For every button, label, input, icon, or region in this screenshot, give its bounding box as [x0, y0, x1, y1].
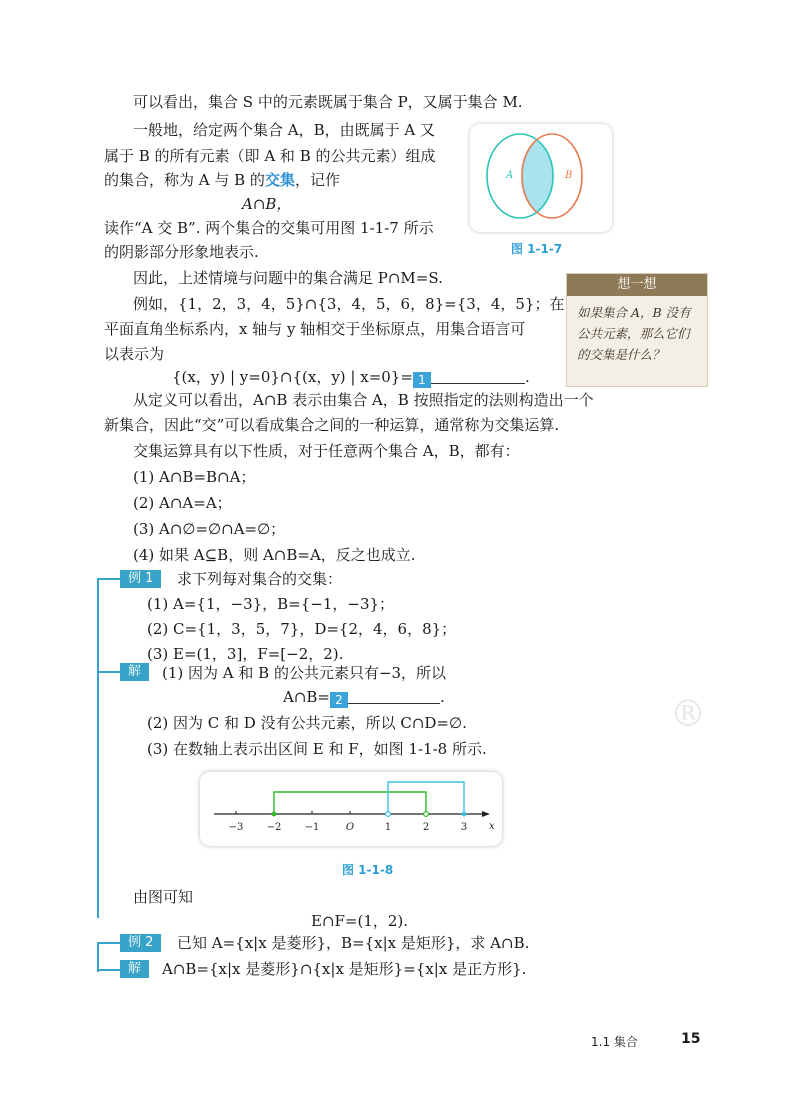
figure-caption: 图 1-1-7 — [511, 242, 563, 256]
blank-number: 2 — [330, 692, 348, 708]
number-line-svg — [200, 772, 502, 846]
venn-diagram — [470, 124, 612, 232]
example-rail — [97, 942, 99, 972]
axis-tick-label: O — [345, 822, 355, 833]
text-line: 属于 B 的所有元素（即 A 和 B 的公共元素）组成 — [104, 147, 436, 165]
interval-f-bracket — [274, 792, 426, 814]
interval-e-closed-endpoint — [462, 812, 467, 817]
text-line: (1) A={1，−3}，B={−1，−3}； — [147, 595, 395, 613]
formula-line — [283, 687, 445, 707]
text-line: (3) 在数轴上表示出区间 E 和 F，如图 1-1-8 所示. — [147, 740, 487, 758]
period: . — [440, 688, 445, 706]
axis-tick-label: −3 — [228, 822, 244, 833]
figure-caption: 图 1-1-8 — [342, 863, 394, 877]
formula-text: {(x，y) | y=0}∩{(x，y) | x=0}= — [172, 368, 413, 386]
text-line: 读作“A 交 B”. 两个集合的交集可用图 1-1-7 所示 — [104, 219, 434, 237]
formula-line — [172, 367, 530, 387]
term-intersection: 交集 — [264, 171, 295, 189]
axis-tick-label: 2 — [422, 822, 430, 833]
number-line-figure — [200, 772, 502, 846]
rail-tick — [97, 942, 121, 944]
text-line: 从定义可以看出，A∩B 表示由集合 A，B 按照指定的法则构造出一个 — [133, 391, 594, 409]
text-line: (2) 因为 C 和 D 没有公共元素，所以 C∩D=∅. — [147, 714, 467, 732]
axis-arrow — [482, 811, 490, 817]
formula-text: A∩B= — [283, 688, 330, 706]
interval-f-open-endpoint — [424, 812, 429, 817]
text-line: 求下列每对集合的交集： — [177, 570, 343, 588]
think-body: 如果集合 A，B 没有公共元素，那么它们的交集是什么？ — [577, 305, 691, 362]
property-item: (1) A∩B=B∩A； — [133, 468, 256, 486]
text-line — [104, 170, 340, 190]
text-line: 以表示为 — [104, 345, 165, 363]
page-number: 15 — [681, 1031, 701, 1047]
formula-line: E∩F=(1，2). — [311, 912, 409, 930]
text-line: 一般地，给定两个集合 A，B，由既属于 A 又 — [133, 121, 435, 139]
answer-blank-1[interactable] — [413, 367, 525, 387]
text-line: 由图可知 — [133, 888, 194, 906]
text-line: (1) 因为 A 和 B 的公共元素只有−3，所以 — [162, 664, 447, 682]
axis-tick-label: −2 — [266, 822, 282, 833]
rail-tick — [97, 578, 121, 580]
example-2-tag: 例 2 — [120, 934, 161, 952]
text-line: A∩B={x|x 是菱形}∩{x|x 是矩形}={x|x 是正方形}. — [162, 960, 527, 978]
think-title: 想一想 — [567, 274, 707, 296]
watermark: ® — [670, 694, 706, 735]
text-line: 新集合，因此“交”可以看成集合之间的一种运算，通常称为交集运算. — [104, 416, 560, 434]
set-a-label: A — [506, 170, 514, 181]
text-line: 可以看出，集合 S 中的元素既属于集合 P，又属于集合 M. — [133, 93, 523, 111]
rail-tick — [97, 671, 121, 673]
axis-tick-label: 3 — [460, 822, 468, 833]
text-line: 例如，{1，2，3，4，5}∩{3，4，5，6，8}={3，4，5}；在 — [133, 295, 565, 313]
text-line: (2) C={1，3，5，7}，D={2，4，6，8}； — [147, 620, 457, 638]
text-line: 平面直角坐标系内，x 轴与 y 轴相交于坐标原点，用集合语言可 — [104, 320, 526, 338]
example-rail — [97, 578, 99, 918]
text-segment: ，记作 — [294, 171, 340, 189]
text-line: 因此，上述情境与问题中的集合满足 P∩M=S. — [133, 269, 443, 287]
text-line: 已知 A={x|x 是菱形}，B={x|x 是矩形}，求 A∩B. — [177, 934, 530, 952]
axis-tick-label: 1 — [384, 822, 392, 833]
rail-tick — [97, 969, 121, 971]
solution-1-tag: 解 — [120, 663, 149, 681]
answer-blank-2[interactable] — [330, 687, 440, 707]
footer-section: 1.1 集合 — [591, 1035, 638, 1049]
property-item: (2) A∩A=A； — [133, 494, 232, 512]
text-line: (3) E=(1，3]，F=[−2，2). — [147, 645, 344, 663]
property-item: (4) 如果 A⊆B，则 A∩B=A，反之也成立. — [133, 546, 416, 564]
example-1-tag: 例 1 — [120, 570, 161, 588]
interval-f-closed-endpoint — [272, 812, 277, 817]
text-segment: 的集合，称为 A 与 B 的 — [104, 171, 265, 189]
formula-line: A∩B， — [242, 195, 292, 213]
interval-e-open-endpoint — [386, 812, 391, 817]
text-line: 的阴影部分形象地表示. — [104, 243, 259, 261]
solution-2-tag: 解 — [120, 960, 149, 978]
axis-tick-label: −1 — [304, 822, 320, 833]
blank-number: 1 — [413, 372, 431, 388]
venn-svg — [470, 124, 612, 232]
text-line: 交集运算具有以下性质，对于任意两个集合 A，B，都有： — [133, 442, 520, 460]
think-box — [566, 273, 708, 387]
property-item: (3) A∩∅=∅∩A=∅； — [133, 520, 286, 538]
set-b-label: B — [565, 170, 573, 181]
axis-x-label: x — [489, 821, 495, 832]
period: . — [524, 368, 530, 386]
